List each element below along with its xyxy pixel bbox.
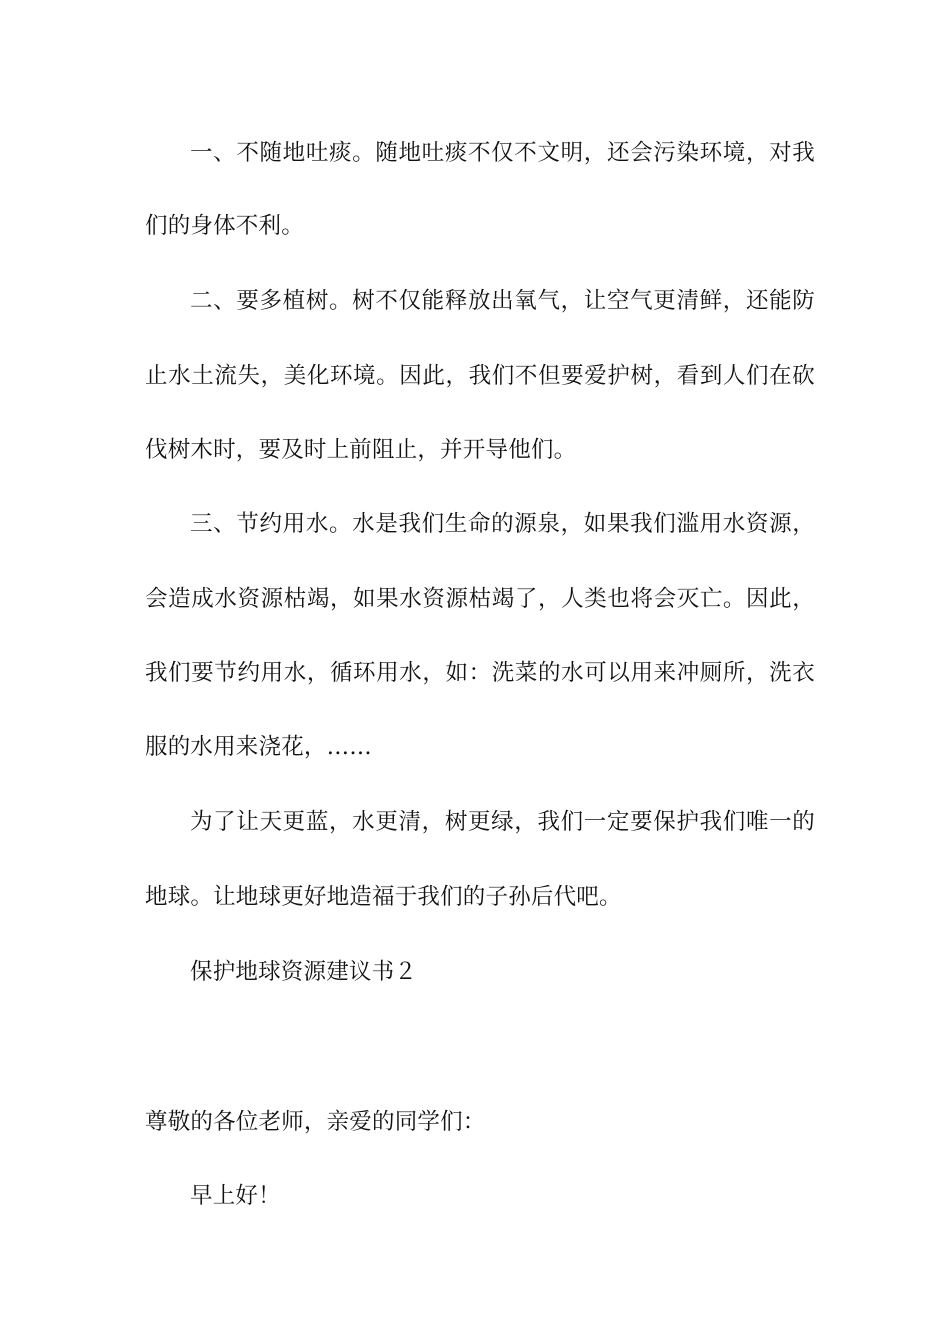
paragraph-3-line-4: 服的水用来浇花，……	[145, 734, 373, 760]
paragraph-3-line-3: 我们要节约用水，循环用水，如：洗菜的水可以用来冲厕所，洗衣	[145, 660, 815, 686]
salutation: 尊敬的各位老师，亲爱的同学们：	[145, 1109, 486, 1135]
paragraph-4-line-1: 为了让天更蓝，水更清，树更绿，我们一定要保护我们唯一的	[190, 809, 815, 835]
paragraph-1-line-1: 一、不随地吐痰。随地吐痰不仅不文明，还会污染环境，对我	[190, 140, 815, 166]
paragraph-2-line-3: 伐树木时，要及时上前阻止，并开导他们。	[145, 437, 577, 463]
paragraph-1-line-2: 们的身体不利。	[145, 213, 304, 239]
paragraph-3-line-1: 三、节约用水。水是我们生命的源泉，如果我们滥用水资源，	[190, 511, 815, 537]
paragraph-3-line-2: 会造成水资源枯竭，如果水资源枯竭了，人类也将会灭亡。因此，	[145, 586, 815, 612]
section-title: 保护地球资源建议书２	[190, 959, 418, 985]
greeting: 早上好！	[190, 1183, 281, 1209]
paragraph-4-line-2: 地球。让地球更好地造福于我们的子孙后代吧。	[145, 884, 622, 910]
paragraph-2-line-1: 二、要多植树。树不仅能释放出氧气，让空气更清鲜，还能防	[190, 288, 815, 314]
paragraph-2-line-2: 止水土流失，美化环境。因此，我们不但要爱护树，看到人们在砍	[145, 363, 815, 389]
